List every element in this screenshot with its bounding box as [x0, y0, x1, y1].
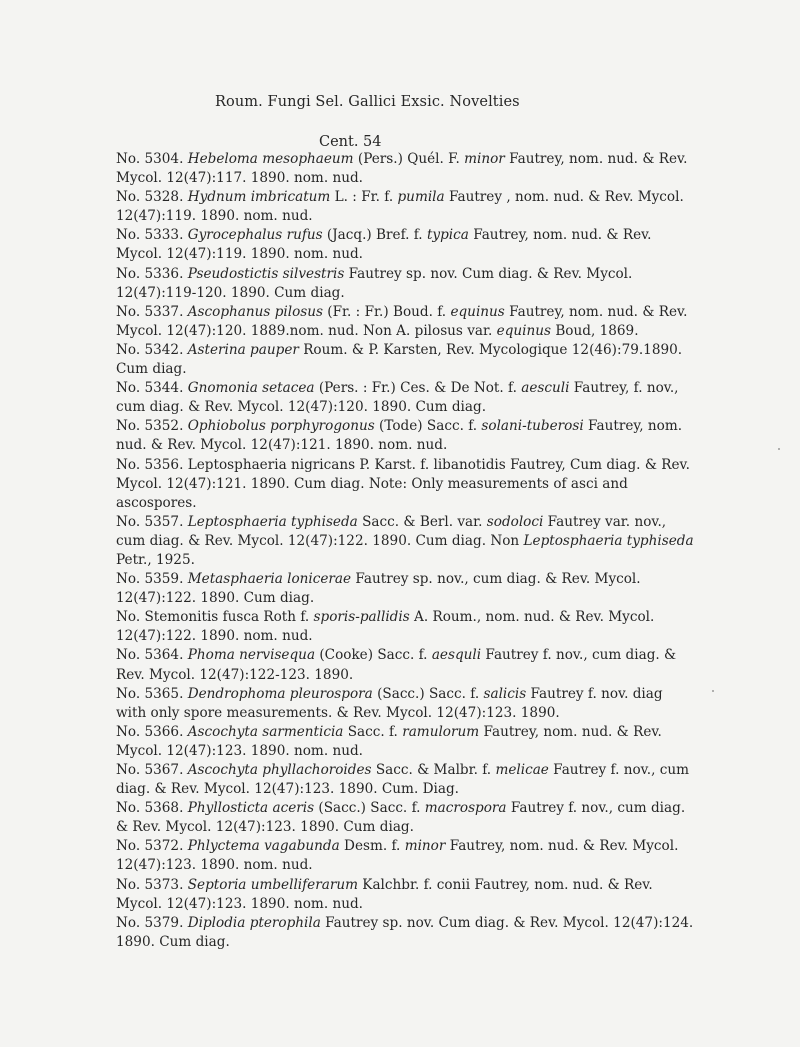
entry-text: Fautrey f. nov. diag with only spore measurements. & Rev. Mycol. 12(47):123. 1890. — [116, 685, 663, 721]
taxon-name: Leptosphaeria typhiseda — [187, 513, 358, 530]
entry-text: (Sacc.) Sacc. f. — [372, 685, 484, 702]
taxon-name: aesculi — [521, 380, 570, 397]
entry-text: No. 5352. — [116, 418, 188, 435]
taxon-name: Dendrophoma pleurospora — [187, 685, 373, 702]
entry-text: (Cooke) Sacc. f. — [315, 647, 432, 664]
taxon-name: ramulorum — [402, 723, 480, 740]
entry-item — [116, 837, 696, 875]
entry-text: No. 5372. — [116, 838, 188, 855]
entry-text: (Fr. : Fr.) Boud. f. — [322, 303, 451, 320]
taxon-name: Ascophanus pilosus — [187, 303, 323, 320]
entry-item — [116, 761, 696, 799]
entry-text: Fautrey, nom. nud. & Rev. Mycol. 12(47):123. 1890. nom. nud. — [116, 838, 679, 874]
taxon-name: Metasphaeria lonicerae — [187, 571, 352, 588]
entry-text: Kalchbr. f. conii Fautrey, nom. nud. & Rev. Mycol. 12(47):123. 1890. nom. nud. — [116, 876, 653, 912]
entry-text: No. 5342. — [116, 341, 188, 358]
entry-text: (Jacq.) Bref. f. — [322, 227, 427, 244]
entry-item — [116, 685, 696, 723]
entry-item — [116, 876, 696, 914]
entry-item — [116, 341, 696, 379]
taxon-name: Ascochyta sarmenticia — [187, 723, 344, 740]
entry-text: Sacc. & Berl. var. — [357, 513, 487, 530]
taxon-name: Pseudostictis silvestris — [187, 265, 345, 282]
entry-text: (Pers. : Fr.) Ces. & De Not. f. — [314, 380, 522, 397]
entry-text: No. 5337. — [116, 303, 188, 320]
taxon-name: aesquli — [431, 647, 482, 664]
entry-text: No. 5333. — [116, 227, 188, 244]
taxon-name: minor — [464, 151, 505, 167]
entry-text: A. Roum., nom. nud. & Rev. Mycol. 12(47):122. 1890. nom. nud. — [116, 609, 655, 645]
entry-text: Fautrey, nom. nud. & Rev. Mycol. 12(47):120. 1889.nom. nud. Non A. pilosus var. — [116, 303, 688, 339]
taxon-name: macrospora — [424, 800, 507, 817]
entry-text: No. 5357. — [116, 513, 188, 530]
taxon-name: Phlyctema vagabunda — [187, 838, 340, 855]
entry-text: Fautrey f. nov., cum diag. & Rev. Mycol. 12(47):123. 1890. Cum diag. — [116, 800, 686, 836]
taxon-name: minor — [404, 838, 446, 855]
taxon-name: Hebeloma mesophaeum — [187, 151, 354, 167]
entry-text: Roum. & P. Karsten, Rev. Mycologique 12(46):79.1890. Cum diag. — [116, 341, 683, 378]
entry-item — [116, 570, 696, 608]
entry-item — [116, 646, 696, 684]
entry-text: No. 5328. — [116, 189, 188, 206]
entry-text: (Tode) Sacc. f. — [374, 418, 482, 435]
entry-text: No. 5356. Leptosphaeria nigricans P. Karst. f. libanotidis Fautrey, Cum diag. & Rev. Mycol. 12(47):121. 1890. Cum diag. Note: Only measurements of asci and ascospores. — [116, 456, 690, 511]
taxon-name: Ophiobolus porphyrogonus — [187, 418, 375, 435]
taxon-name: equinus — [496, 322, 551, 339]
entry-text: Petr., 1925. — [116, 551, 195, 568]
entry-text: (Pers.) Quél. F. — [353, 151, 465, 167]
entry-text: No. 5344. — [116, 380, 188, 397]
entry-item — [116, 303, 696, 341]
taxon-name: Hydnum imbricatum — [187, 189, 331, 206]
entry-item — [116, 608, 696, 646]
entry-item — [116, 513, 696, 570]
century-heading: Cent. 54 — [319, 134, 382, 150]
taxon-name: melicae — [495, 762, 549, 778]
entry-item — [116, 799, 696, 837]
taxon-name: Gnomonia setacea — [187, 380, 315, 397]
taxon-name: Leptosphaeria typhiseda — [523, 532, 694, 549]
entry-text: No. 5336. — [116, 265, 188, 282]
entry-item — [116, 417, 696, 455]
entry-text: No. 5359. — [116, 571, 188, 588]
entry-text: Fautrey f. nov., cum diag. & Rev. Mycol. 12(47):123. 1890. Cum. Diag. — [116, 762, 689, 798]
entry-item — [116, 379, 696, 417]
entry-text: No. Stemonitis fusca Roth f. — [116, 609, 314, 626]
entry-list — [116, 150, 696, 952]
document-title: Roum. Fungi Sel. Gallici Exsic. Novelties — [215, 94, 520, 110]
entry-text: No. 5367. — [116, 762, 188, 778]
entry-text: Fautrey , nom. nud. & Rev. Mycol. 12(47):119. 1890. nom. nud. — [116, 189, 684, 225]
taxon-name: salicis — [483, 685, 527, 702]
entry-text: Boud, 1869. — [551, 322, 639, 339]
entry-text: Desm. f. — [339, 838, 405, 855]
entry-text: No. 5366. — [116, 723, 188, 740]
entry-text: No. 5364. — [116, 647, 188, 664]
entry-text: Fautrey, nom. nud. & Rev. Mycol. 12(47):117. 1890. nom. nud. — [116, 151, 688, 187]
taxon-name: sporis-pallidis — [313, 609, 410, 626]
entry-text: No. 5368. — [116, 800, 188, 817]
taxon-name: Diplodia pterophila — [187, 914, 321, 931]
entry-item — [116, 914, 696, 952]
entry-text: No. 5379. — [116, 914, 188, 931]
entry-text: L. : Fr. f. — [330, 189, 398, 206]
entry-item — [116, 226, 696, 264]
entry-text: No. 5304. — [116, 151, 188, 167]
entry-text: Fautrey f. nov., cum diag. & Rev. Mycol. 12(47):122-123. 1890. — [116, 647, 677, 683]
taxon-name: Gyrocephalus rufus — [187, 227, 323, 244]
entry-text: Fautrey, nom. nud. & Rev. Mycol. 12(47):121. 1890. nom. nud. — [116, 418, 683, 454]
taxon-name: Asterina pauper — [187, 341, 299, 358]
taxon-name: pumila — [397, 189, 445, 206]
taxon-name: typica — [426, 227, 469, 244]
entry-text: Fautrey sp. nov. Cum diag. & Rev. Mycol. 12(47):119-120. 1890. Cum diag. — [116, 265, 633, 301]
taxon-name: Ascochyta phyllachoroides — [187, 762, 372, 778]
entry-text: No. 5365. — [116, 685, 188, 702]
entry-item — [116, 150, 696, 188]
taxon-name: Phyllosticta aceris — [187, 800, 315, 817]
entry-text: Sacc. & Malbr. f. — [371, 762, 496, 778]
entry-item — [116, 265, 696, 303]
entry-item — [116, 456, 696, 513]
entry-text: Fautrey var. nov., cum diag. & Rev. Mycol. 12(47):122. 1890. Cum diag. Non — [116, 513, 667, 549]
entry-text: Sacc. f. — [343, 723, 403, 740]
taxon-name: Septoria umbelliferarum — [187, 876, 358, 893]
entry-text: Fautrey sp. nov., cum diag. & Rev. Mycol. 12(47):122. 1890. Cum diag. — [116, 571, 641, 607]
entry-text: Fautrey, f. nov., cum diag. & Rev. Mycol. 12(47):120. 1890. Cum diag. — [116, 380, 679, 416]
entry-text: Fautrey, nom. nud. & Rev. Mycol. 12(47):119. 1890. nom. nud. — [116, 227, 652, 263]
entry-item — [116, 723, 696, 761]
entry-text: Fautrey sp. nov. Cum diag. & Rev. Mycol. 12(47):124. 1890. Cum diag. — [116, 914, 694, 950]
taxon-name: solani-tuberosi — [481, 418, 584, 435]
taxon-name: sodoloci — [486, 513, 544, 530]
taxon-name: Phoma nervisequa — [187, 647, 316, 664]
entry-text: (Sacc.) Sacc. f. — [314, 800, 425, 817]
entry-text: Fautrey, nom. nud. & Rev. Mycol. 12(47):123. 1890. nom. nud. — [116, 723, 662, 759]
taxon-name: equinus — [450, 303, 505, 320]
entry-item — [116, 188, 696, 226]
entry-text: No. 5373. — [116, 876, 188, 893]
